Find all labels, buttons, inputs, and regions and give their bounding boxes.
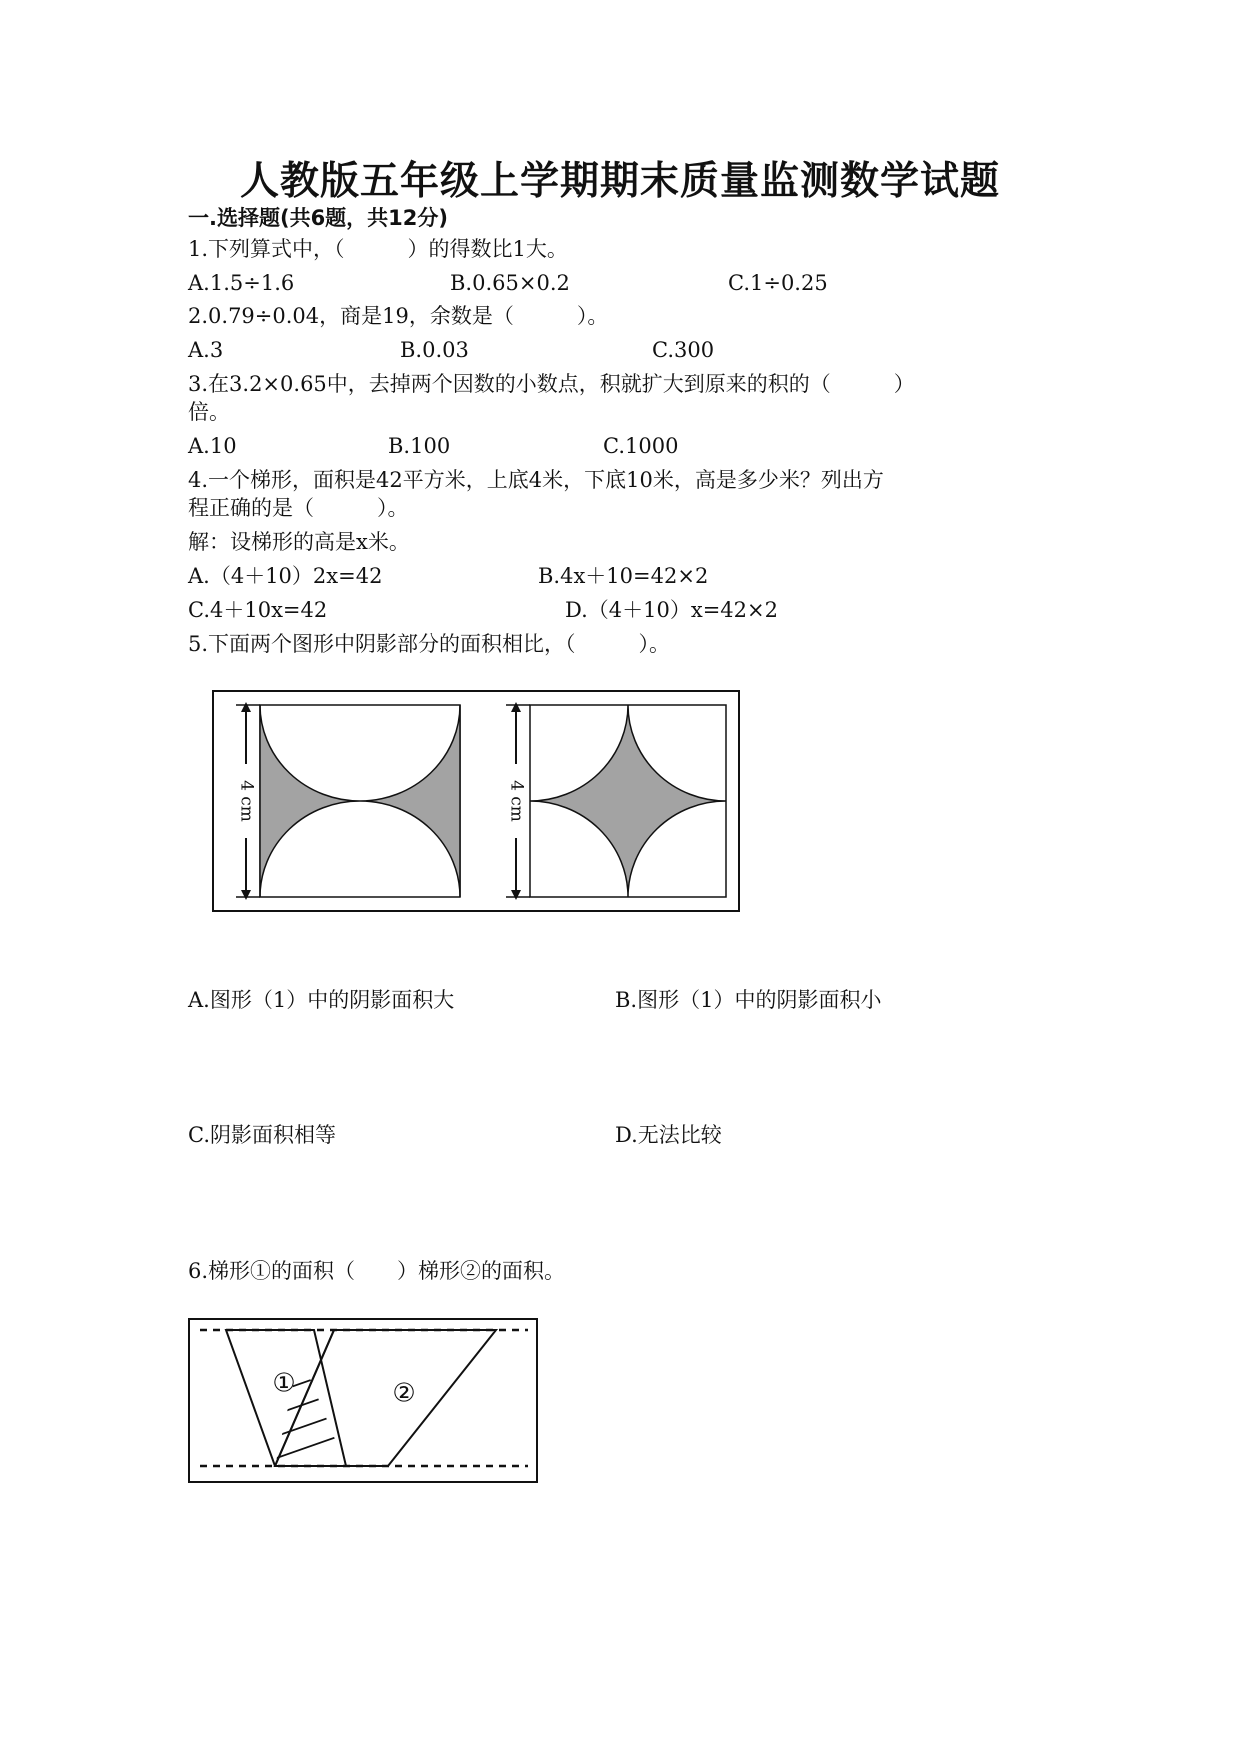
question-3-option-c[interactable]: C.1000	[603, 434, 679, 458]
question-3-option-a[interactable]: A.10	[188, 434, 237, 458]
question-5-stem: 5.下面两个图形中阴影部分的面积相比，（ ）。	[188, 632, 671, 656]
question-2-option-b[interactable]: B.0.03	[400, 338, 469, 362]
question-4-option-b[interactable]: B.4x＋10=42×2	[538, 564, 709, 588]
figure-2-height-label: 4 cm	[506, 780, 527, 822]
question-4-stem-line-3: 解：设梯形的高是x米。	[188, 530, 410, 554]
question-1-option-b[interactable]: B.0.65×0.2	[450, 271, 570, 295]
question-1-stem: 1.下列算式中，（ ）的得数比1大。	[188, 237, 568, 261]
question-4-stem-line-1: 4.一个梯形，面积是42平方米，上底4米，下底10米，高是多少米？列出方	[188, 468, 884, 492]
question-2-option-c[interactable]: C.300	[652, 338, 715, 362]
question-2-option-a[interactable]: A.3	[188, 338, 224, 362]
question-5-option-a[interactable]: A.图形（1）中的阴影面积大	[188, 988, 455, 1012]
question-6-stem: 6.梯形①的面积（ ）梯形②的面积。	[188, 1259, 566, 1283]
section-heading: 一.选择题(共6题，共12分)	[188, 206, 449, 230]
question-5-option-d[interactable]: D.无法比较	[615, 1123, 722, 1147]
figure-1-height-label: 4 cm	[236, 780, 257, 822]
question-5-figure	[210, 688, 742, 914]
question-4-option-c[interactable]: C.4＋10x=42	[188, 598, 328, 622]
question-3-option-b[interactable]: B.100	[388, 434, 451, 458]
question-2-stem: 2.0.79÷0.04，商是19，余数是（ ）。	[188, 304, 609, 328]
trapezoid-1-label: ①	[272, 1368, 296, 1399]
page-title: 人教版五年级上学期期末质量监测数学试题	[239, 159, 1000, 204]
question-1-option-a[interactable]: A.1.5÷1.6	[188, 271, 295, 295]
question-1-option-c[interactable]: C.1÷0.25	[728, 271, 828, 295]
question-6-figure	[188, 1318, 540, 1484]
question-4-option-d[interactable]: D.（4＋10）x=42×2	[565, 598, 778, 622]
question-5-option-c[interactable]: C.阴影面积相等	[188, 1123, 336, 1147]
question-4-stem-line-2: 程正确的是（ ）。	[188, 496, 409, 520]
trapezoid-2-label: ②	[392, 1378, 416, 1409]
question-3-stem-line-2: 倍。	[188, 400, 230, 424]
question-5-option-b[interactable]: B.图形（1）中的阴影面积小	[615, 988, 882, 1012]
hatched-region	[248, 1360, 368, 1468]
question-3-stem-line-1: 3.在3.2×0.65中，去掉两个因数的小数点，积就扩大到原来的积的（ ）	[188, 372, 915, 396]
trapezoid-2	[275, 1330, 496, 1466]
question-4-option-a[interactable]: A.（4＋10）2x=42	[188, 564, 383, 588]
